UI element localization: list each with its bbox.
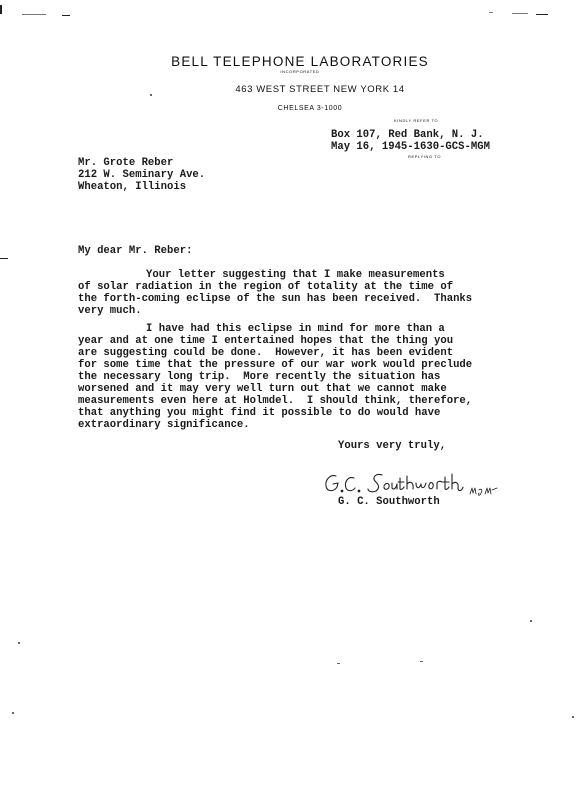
scan-mark bbox=[572, 716, 574, 718]
scan-mark bbox=[22, 14, 46, 15]
scan-mark bbox=[536, 14, 548, 15]
scan-mark bbox=[62, 15, 70, 16]
closing: Yours very truly, bbox=[338, 440, 447, 452]
paragraph-line: measurements even here at Holmdel. I should think, therefore, bbox=[78, 395, 473, 407]
paragraph-line: I have had this eclipse in mind for more than a bbox=[146, 323, 445, 335]
scan-mark bbox=[512, 13, 528, 14]
scan-mark bbox=[0, 258, 8, 259]
paragraph-line: the necessary long trip. More recently the situation has bbox=[78, 371, 441, 383]
paragraph-line: for some time that the pressure of our war work would preclude bbox=[78, 359, 473, 371]
signature-typed: G. C. Southworth bbox=[338, 496, 440, 508]
scan-mark bbox=[12, 712, 14, 714]
paragraph-line: the forth-coming eclipse of the sun has been received. Thanks bbox=[78, 293, 473, 305]
scan-mark bbox=[420, 661, 423, 662]
scan-mark bbox=[18, 642, 20, 644]
recipient-name: Mr. Grote Reber bbox=[78, 157, 174, 169]
salutation: My dear Mr. Reber: bbox=[78, 245, 193, 257]
scan-mark bbox=[530, 620, 532, 622]
letterhead-phone: CHELSEA 3-1000 bbox=[277, 105, 343, 112]
replying-to-label: REPLYING TO bbox=[408, 154, 442, 159]
reference-line: May 16, 1945-1630-GCS-MGM bbox=[331, 141, 490, 153]
scan-mark bbox=[0, 5, 2, 14]
paragraph-line: very much. bbox=[78, 305, 142, 317]
paragraph-line: that anything you might find it possible to do would have bbox=[78, 407, 441, 419]
recipient-street: 212 W. Seminary Ave. bbox=[78, 169, 206, 181]
scan-mark bbox=[150, 94, 152, 96]
paragraph-line: Your letter suggesting that I make measurements bbox=[146, 269, 445, 281]
paragraph-line: worsened and it may very well turn out that we cannot make bbox=[78, 383, 447, 395]
paragraph-line: of solar radiation in the region of totality at the time of bbox=[78, 281, 454, 293]
paragraph-line: are suggesting could be done. However, it has been evident bbox=[78, 347, 454, 359]
reference-block bbox=[331, 129, 490, 153]
reference-line: Box 107, Red Bank, N. J. bbox=[331, 129, 484, 141]
letterhead-address: 463 WEST STREET NEW YORK 14 bbox=[235, 84, 405, 95]
scan-mark bbox=[337, 663, 340, 664]
refer-to-label: KINDLY REFER TO bbox=[394, 118, 439, 123]
recipient-address bbox=[78, 157, 205, 193]
paragraph-line: year and at one time I entertained hopes that the thing you bbox=[78, 335, 454, 347]
recipient-city: Wheaton, Illinois bbox=[78, 181, 187, 193]
letterhead-incorporated: INCORPORATED bbox=[280, 69, 320, 74]
letterhead-company: BELL TELEPHONE LABORATORIES bbox=[171, 54, 429, 69]
paragraph-line: extraordinary significance. bbox=[78, 419, 250, 431]
scan-mark bbox=[489, 12, 493, 13]
paragraph-2 bbox=[78, 323, 472, 431]
paragraph-1 bbox=[78, 269, 472, 317]
